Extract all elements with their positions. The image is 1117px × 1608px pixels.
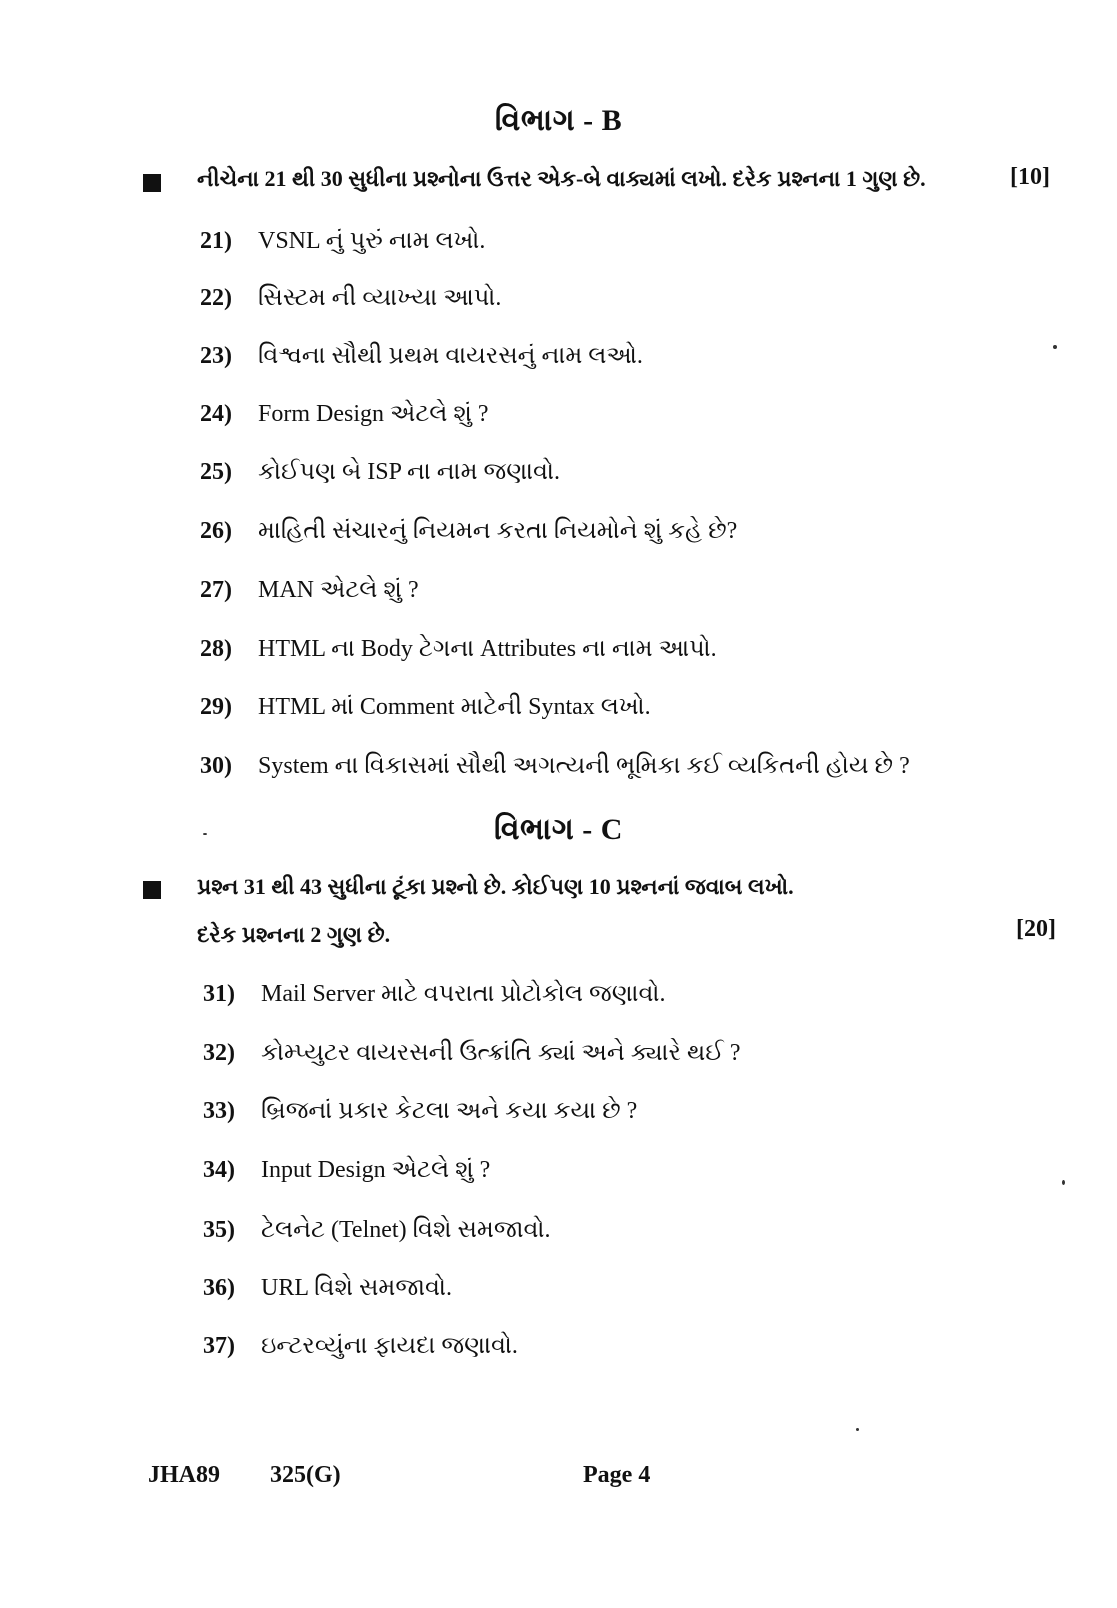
- section-b-instruction: નીચેના 21 થી 30 સુધીના પ્રશ્નોના ઉત્તર એક-બે વાક્યમાં લખો. દરેક પ્રશ્નના 1 ગુણ છે.: [197, 166, 926, 191]
- question-26: [200, 518, 737, 545]
- question-number: 30): [200, 753, 232, 779]
- section-c-heading: વિભાગ - C: [494, 813, 623, 846]
- section-c-instruction-line1: પ્રશ્ન 31 થી 43 સુધીના ટૂંકા પ્રશ્નો છે. કોઈપણ 10 પ્રશ્નનાં જવાબ લખો.: [197, 874, 794, 899]
- question-23: [200, 343, 643, 370]
- bullet-marker: [143, 174, 161, 192]
- question-text: HTML માં Comment માટેની Syntax લખો.: [258, 694, 651, 720]
- question-number: 28): [200, 636, 232, 662]
- question-32: [203, 1040, 740, 1067]
- question-text: માહિતી સંચારનું નિયમન કરતા નિયમોને શું કહે છે?: [258, 518, 738, 544]
- question-text: Mail Server માટે વપરાતા પ્રોટોકોલ જણાવો.: [261, 981, 666, 1007]
- bullet-marker: [143, 881, 161, 899]
- question-number: 34): [203, 1157, 235, 1183]
- question-number: 22): [200, 285, 232, 311]
- scan-speck: [1062, 1180, 1065, 1185]
- question-text: Form Design એટલે શું ?: [258, 401, 489, 427]
- footer-paper: 325(G): [270, 1462, 341, 1488]
- question-number: 31): [203, 981, 235, 1007]
- question-text: MAN એટલે શું ?: [258, 577, 419, 603]
- question-number: 33): [203, 1098, 235, 1124]
- question-text: HTML ના Body ટેગના Attributes ના નામ આપો.: [258, 636, 717, 662]
- question-text: કોઈપણ બે ISP ના નામ જણાવો.: [258, 459, 560, 485]
- question-22: [200, 285, 501, 312]
- question-25: [200, 459, 560, 486]
- question-number: 21): [200, 228, 232, 254]
- question-number: 37): [203, 1333, 235, 1359]
- section-b-marks: [10]: [1010, 164, 1050, 190]
- question-31: [203, 981, 665, 1008]
- question-number: 26): [200, 518, 232, 544]
- question-27: [200, 577, 419, 604]
- question-33: [203, 1098, 637, 1125]
- section-c-instruction-line2: દરેક પ્રશ્નના 2 ગુણ છે.: [197, 922, 391, 947]
- scan-speck: [203, 833, 207, 835]
- question-text: વિશ્વના સૌથી પ્રથમ વાયરસનું નામ લઓ.: [258, 343, 643, 369]
- question-28: [200, 636, 717, 663]
- question-24: [200, 401, 489, 428]
- question-text: URL વિશે સમજાવો.: [261, 1275, 452, 1301]
- question-number: 35): [203, 1217, 235, 1243]
- question-text: ટેલનેટ (Telnet) વિશે સમજાવો.: [261, 1217, 551, 1243]
- question-number: 32): [203, 1040, 235, 1066]
- question-number: 27): [200, 577, 232, 603]
- question-text: ઇન્ટરવ્યુંના ફાયદા જણાવો.: [261, 1333, 518, 1359]
- footer-code: JHA89: [148, 1462, 220, 1488]
- question-text: Input Design એટલે શું ?: [261, 1157, 491, 1183]
- question-number: 24): [200, 401, 232, 427]
- question-29: [200, 694, 651, 721]
- section-c-marks: [20]: [1016, 916, 1056, 942]
- question-text: સિસ્ટમ ની વ્યાખ્યા આપો.: [258, 285, 502, 311]
- question-text: VSNL નું પુરું નામ લખો.: [258, 228, 486, 254]
- question-number: 25): [200, 459, 232, 485]
- question-36: [203, 1275, 452, 1302]
- question-text: કોમ્પ્યુટર વાયરસની ઉત્ક્રાંતિ ક્યાં અને ક્યારે થઈ ?: [261, 1040, 741, 1066]
- question-37: [203, 1333, 518, 1360]
- question-number: 36): [203, 1275, 235, 1301]
- question-35: [203, 1217, 550, 1244]
- scan-speck: [856, 1428, 859, 1431]
- question-text: System ના વિકાસમાં સૌથી અગત્યની ભૂમિકા કઈ વ્યકિતની હોય છે ?: [258, 753, 910, 779]
- question-number: 23): [200, 343, 232, 369]
- question-34: [203, 1157, 490, 1184]
- question-number: 29): [200, 694, 232, 720]
- question-21: [200, 228, 485, 255]
- scan-speck: [1053, 345, 1057, 349]
- footer-page: Page 4: [583, 1462, 651, 1488]
- question-text: બ્રિજનાં પ્રકાર કેટલા અને કયા કયા છે ?: [261, 1098, 638, 1124]
- question-30: [200, 753, 910, 780]
- section-b-heading: વિભાગ - B: [494, 104, 623, 137]
